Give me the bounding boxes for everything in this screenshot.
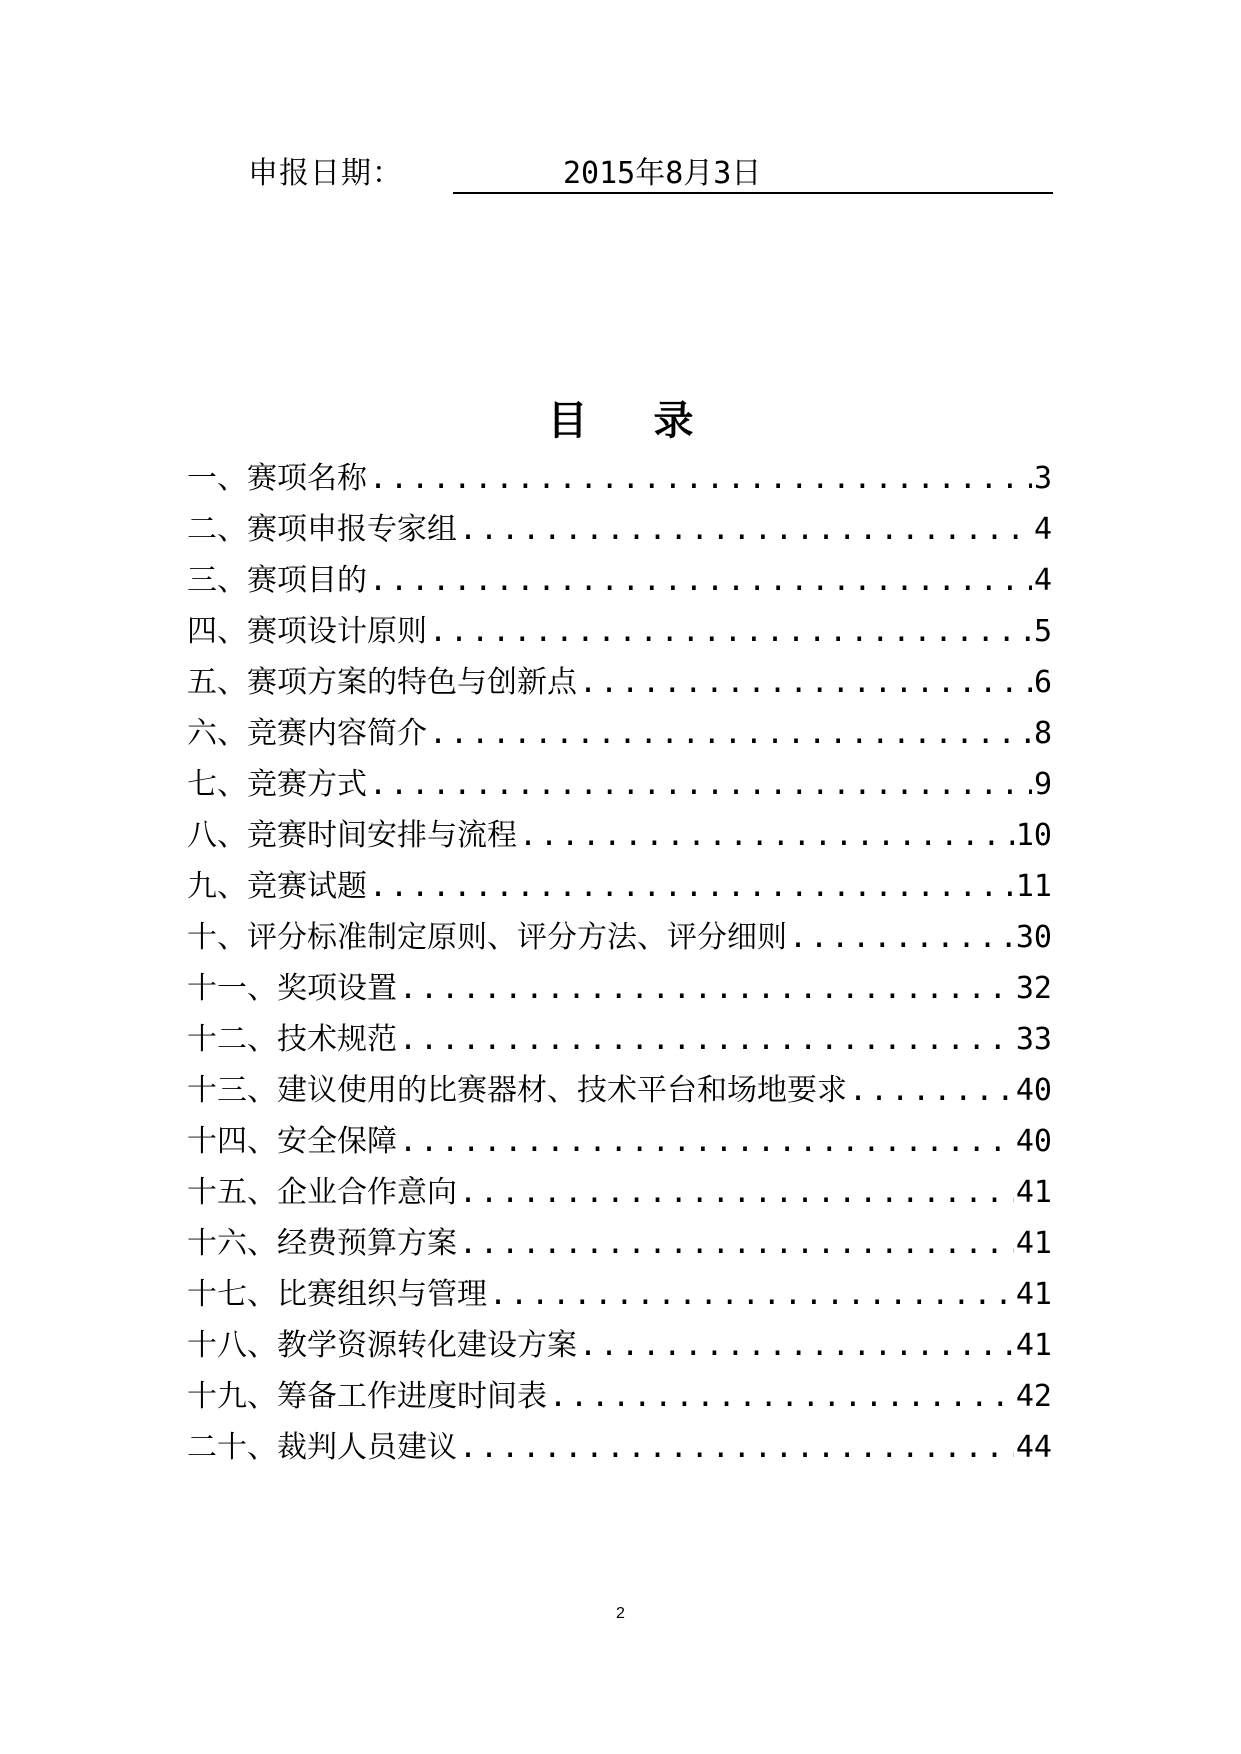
declaration-date-field [453,152,1053,194]
toc-entry-page: 44 [1015,1430,1052,1465]
toc-entry [187,1269,1052,1320]
toc-dot-leader [429,606,1032,657]
table-of-contents [187,453,1052,1473]
toc-entry [187,1014,1052,1065]
toc-entry-page: 40 [1015,1073,1052,1108]
toc-entry-title: 三、赛项目的 [187,563,367,598]
toc-dot-leader [459,1167,1014,1218]
toc-dot-leader [369,759,1032,810]
toc-entry-page: 40 [1015,1124,1052,1159]
toc-dot-leader [399,1116,1014,1167]
toc-entry-title: 六、竞赛内容简介 [187,716,427,751]
toc-entry-title: 二十、裁判人员建议 [187,1430,457,1465]
toc-dot-leader [459,504,1032,555]
toc-entry [187,810,1052,861]
toc-entry-title: 十五、企业合作意向 [187,1175,457,1210]
toc-entry-page: 5 [1033,614,1052,649]
toc-entry-page: 9 [1033,767,1052,802]
toc-entry [187,861,1052,912]
toc-entry [187,1116,1052,1167]
toc-entry-title: 二、赛项申报专家组 [187,512,457,547]
toc-dot-leader [399,963,1014,1014]
toc-dot-leader [369,453,1032,504]
toc-entry-page: 41 [1015,1175,1052,1210]
toc-entry [187,1371,1052,1422]
toc-entry-page: 33 [1015,1022,1052,1057]
toc-entry-title: 四、赛项设计原则 [187,614,427,649]
toc-entry-title: 十七、比赛组织与管理 [187,1277,487,1312]
toc-entry-title: 十四、安全保障 [187,1124,397,1159]
toc-dot-leader [849,1065,1014,1116]
declaration-date-value: 2015年8月3日 [563,156,762,191]
toc-entry-page: 6 [1033,665,1052,700]
toc-entry-page: 41 [1015,1328,1052,1363]
toc-entry-title: 一、赛项名称 [187,461,367,496]
toc-entry-page: 41 [1015,1277,1052,1312]
toc-entry [187,1167,1052,1218]
toc-entry-page: 30 [1015,920,1052,955]
toc-dot-leader [519,810,1014,861]
toc-entry-page: 11 [1015,869,1052,904]
toc-entry-title: 七、竞赛方式 [187,767,367,802]
toc-entry-page: 4 [1033,563,1052,598]
toc-entry-title: 十三、建议使用的比赛器材、技术平台和场地要求 [187,1073,847,1108]
toc-entry [187,453,1052,504]
toc-entry [187,1422,1052,1473]
toc-entry-title: 十、评分标准制定原则、评分方法、评分细则 [187,920,787,955]
toc-entry [187,963,1052,1014]
toc-entry-title: 十八、教学资源转化建设方案 [187,1328,577,1363]
toc-dot-leader [369,861,1014,912]
toc-entry [187,759,1052,810]
toc-entry-page: 8 [1033,716,1052,751]
toc-entry-title: 十六、经费预算方案 [187,1226,457,1261]
toc-dot-leader [459,1218,1014,1269]
toc-dot-leader [579,657,1032,708]
toc-entry [187,1065,1052,1116]
toc-entry [187,657,1052,708]
toc-entry [187,1320,1052,1371]
toc-entry-page: 10 [1015,818,1052,853]
toc-entry [187,912,1052,963]
toc-entry-title: 十二、技术规范 [187,1022,397,1057]
toc-dot-leader [399,1014,1014,1065]
toc-entry-page: 3 [1033,461,1052,496]
toc-dot-leader [459,1422,1014,1473]
toc-entry [187,504,1052,555]
toc-entry-page: 42 [1015,1379,1052,1414]
toc-title: 目 录 [547,398,720,444]
declaration-date-label: 申报日期： [248,156,403,191]
toc-entry-title: 十一、奖项设置 [187,971,397,1006]
toc-entry [187,606,1052,657]
toc-dot-leader [789,912,1014,963]
declaration-date-row [248,152,1053,196]
toc-entry-page: 41 [1015,1226,1052,1261]
toc-entry-title: 五、赛项方案的特色与创新点 [187,665,577,700]
toc-entry-page: 32 [1015,971,1052,1006]
toc-dot-leader [549,1371,1014,1422]
toc-entry [187,708,1052,759]
toc-entry-title: 八、竞赛时间安排与流程 [187,818,517,853]
page-number: 2 [616,1605,625,1622]
toc-entry-page: 4 [1033,512,1052,547]
toc-dot-leader [489,1269,1014,1320]
toc-entry [187,555,1052,606]
toc-entry-title: 十九、筹备工作进度时间表 [187,1379,547,1414]
toc-entry [187,1218,1052,1269]
toc-dot-leader [369,555,1032,606]
toc-entry-title: 九、竞赛试题 [187,869,367,904]
toc-dot-leader [429,708,1032,759]
toc-dot-leader [579,1320,1014,1371]
